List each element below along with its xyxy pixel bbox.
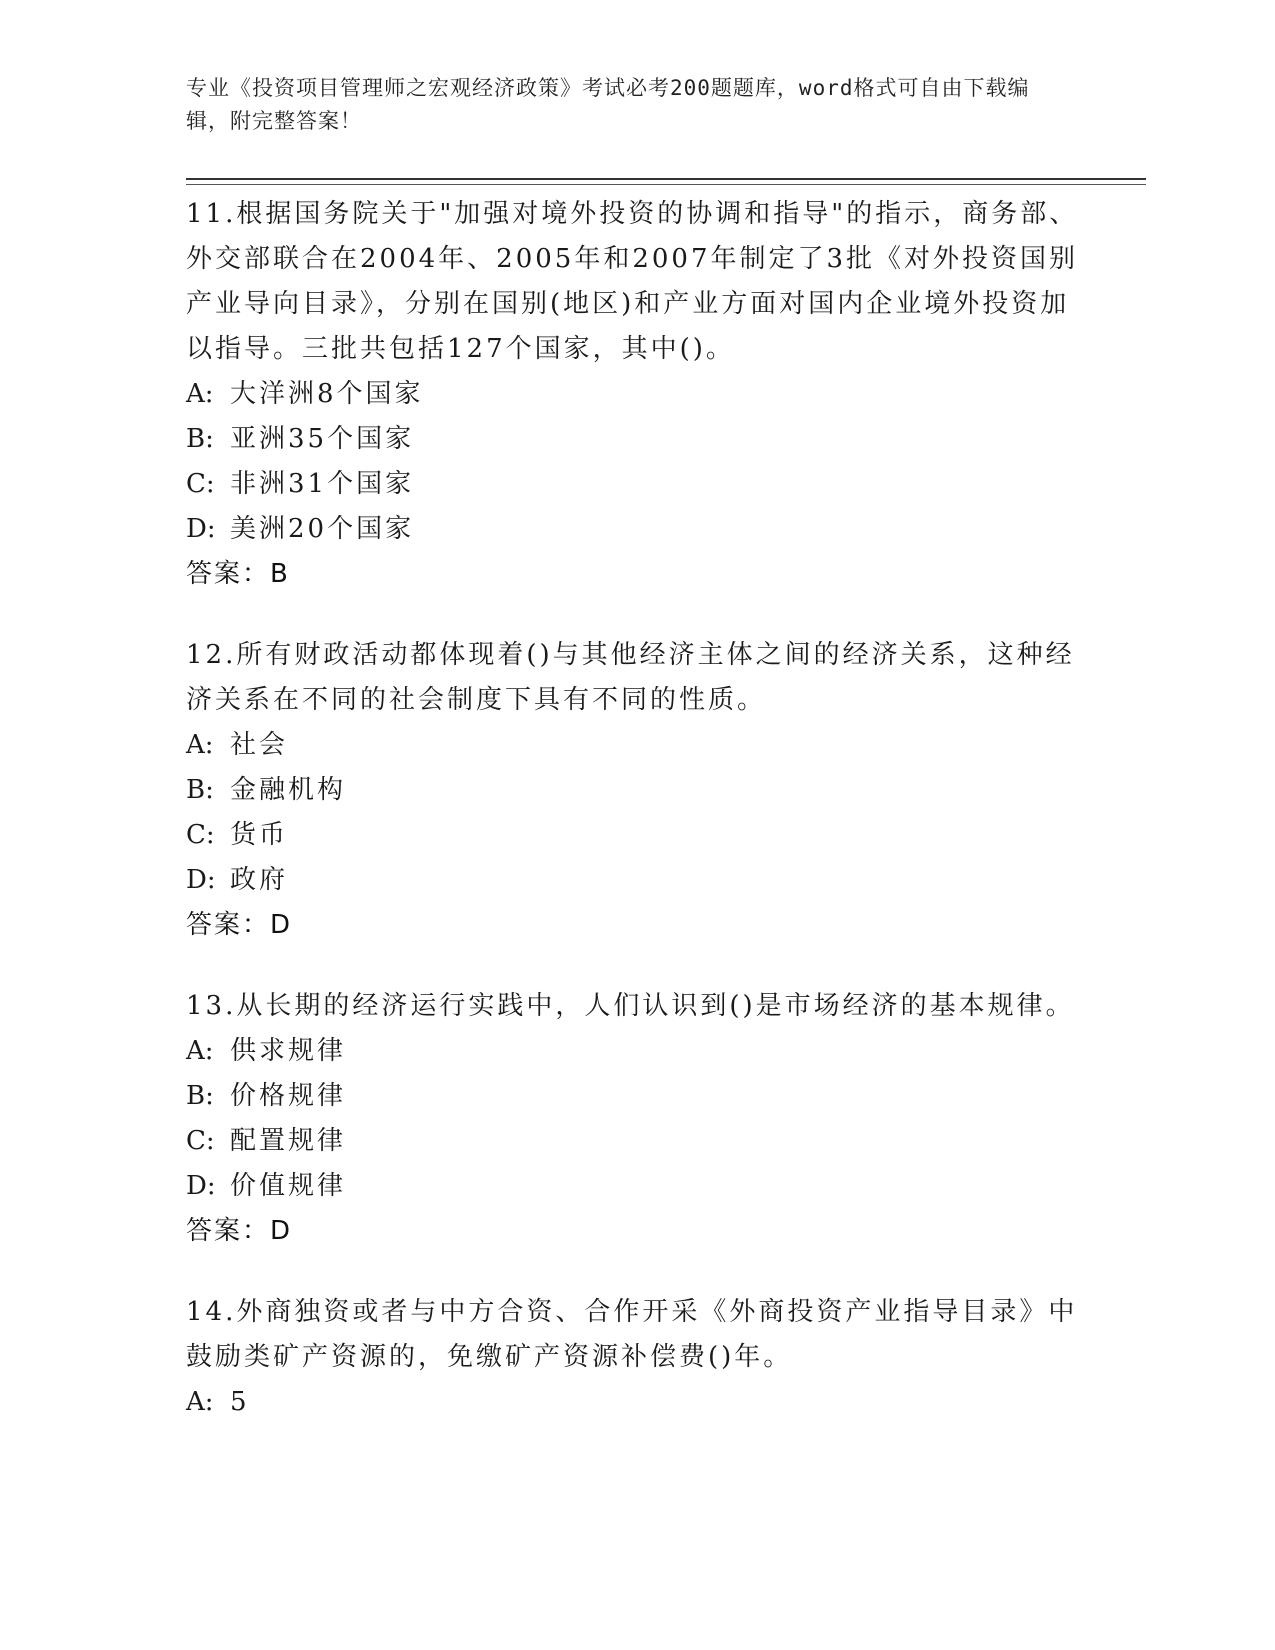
option-letter: B: (186, 424, 214, 454)
option-c (186, 813, 1086, 858)
question-list (186, 192, 1086, 1461)
option-letter: C: (186, 820, 215, 850)
option-letter: A: (186, 730, 214, 760)
option-letter: A: (186, 1036, 214, 1066)
option-a (186, 1029, 1086, 1074)
option-letter: D: (186, 1171, 216, 1201)
option-text: 价值规律 (230, 1171, 347, 1201)
option-letter: C: (186, 1126, 215, 1156)
option-letter: B: (186, 1081, 214, 1111)
option-text: 货币 (230, 820, 289, 850)
option-c (186, 462, 1086, 507)
header-divider-thin (186, 184, 1146, 185)
option-text: 社会 (230, 730, 289, 760)
option-text: 价格规律 (230, 1081, 347, 1111)
option-letter: A: (186, 379, 214, 409)
option-text: 政府 (230, 865, 289, 895)
answer-line: 答案：B (186, 559, 290, 589)
question-13 (186, 984, 1086, 1254)
question-11 (186, 192, 1086, 597)
option-d (186, 858, 1086, 903)
option-b (186, 768, 1086, 813)
option-b (186, 417, 1086, 462)
option-text: 亚洲35个国家 (230, 424, 415, 454)
option-d (186, 1164, 1086, 1209)
option-text: 配置规律 (230, 1126, 347, 1156)
option-letter: D: (186, 514, 216, 544)
option-b (186, 1074, 1086, 1119)
option-letter: D: (186, 865, 216, 895)
question-stem: 12.所有财政活动都体现着()与其他经济主体之间的经济关系，这种经济关系在不同的社会制度下具有不同的性质。 (186, 640, 1075, 715)
question-stem: 11.根据国务院关于"加强对境外投资的协调和指导"的指示，商务部、外交部联合在2004年、2005年和2007年制定了3批《对外投资国别产业导向目录》，分别在国别(地区)和产业方面对国内企业境外投资加以指导。三批共包括127个国家，其中()。 (186, 199, 1079, 364)
option-text: 金融机构 (230, 775, 347, 805)
header-divider-thick (186, 178, 1146, 180)
question-14 (186, 1290, 1086, 1425)
option-letter: C: (186, 469, 215, 499)
question-stem: 14.外商独资或者与中方合资、合作开采《外商投资产业指导目录》中鼓励类矿产资源的，免缴矿产资源补偿费()年。 (186, 1297, 1078, 1372)
option-text: 非洲31个国家 (230, 469, 415, 499)
option-a (186, 372, 1086, 417)
option-c (186, 1119, 1086, 1164)
answer-line: 答案：D (186, 910, 293, 940)
option-letter: B: (186, 775, 214, 805)
option-letter: A: (186, 1387, 214, 1417)
option-text: 大洋洲8个国家 (230, 379, 424, 409)
question-12 (186, 633, 1086, 948)
option-text: 供求规律 (230, 1036, 347, 1066)
answer-line: 答案：D (186, 1216, 293, 1246)
option-a (186, 723, 1086, 768)
option-text: 美洲20个国家 (230, 514, 415, 544)
option-text: 5 (230, 1387, 250, 1417)
question-stem: 13.从长期的经济运行实践中，人们认识到()是市场经济的基本规律。 (186, 991, 1075, 1021)
document-header: 专业《投资项目管理师之宏观经济政策》考试必考200题题库，word格式可自由下载编辑，附完整答案！ (186, 76, 1030, 133)
option-a (186, 1380, 1086, 1425)
option-d (186, 507, 1086, 552)
